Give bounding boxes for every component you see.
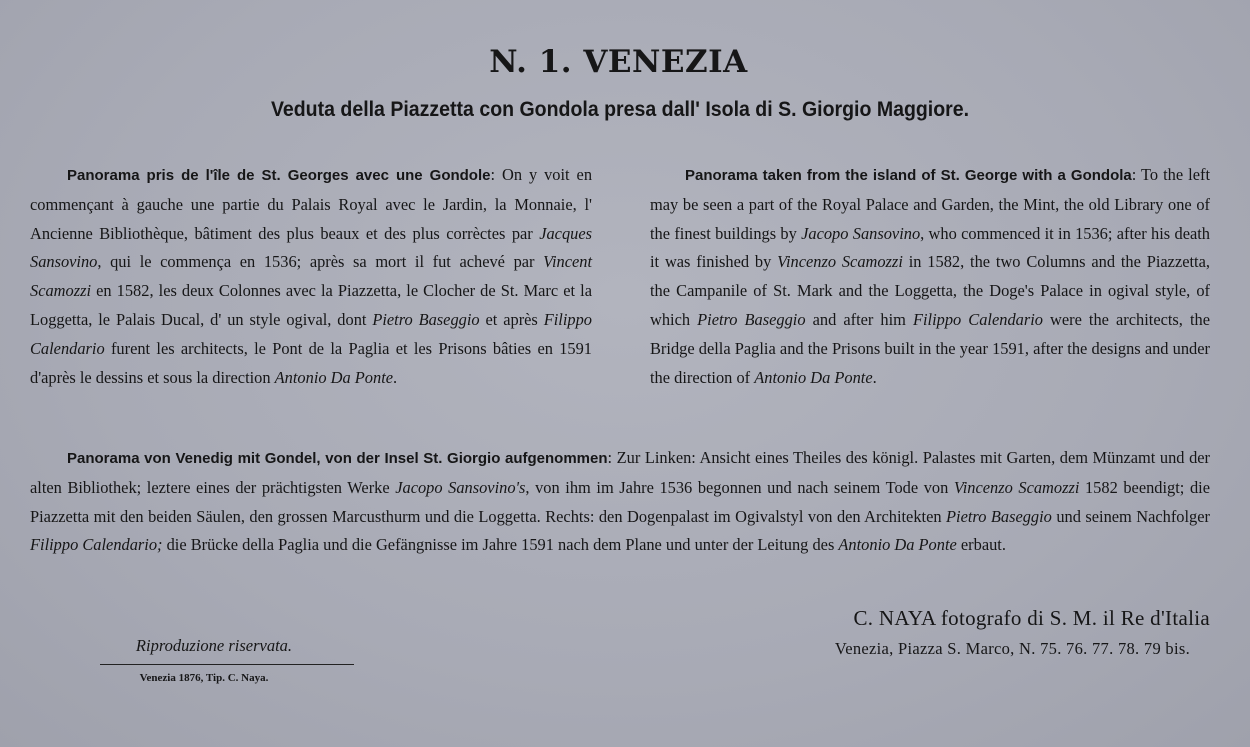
french-lead: Panorama pris de l'île de St. Georges avec une Gondole [67,167,491,184]
english-name: Pietro Baseggio [697,309,806,329]
english-text: , who commenced it in 1536; after his death it was finished by [650,223,1210,272]
english-name: Jacopo Sansovino [801,223,921,243]
french-text: : On y voit en commençant à gauche une partie du Palais Royal avec le Jardin, la Monnaie, l' Ancienne Bibliothèque, bâtiment des plus beaux et des plus corrèctes par [30,165,593,243]
german-text: erbaut. [956,535,1006,555]
french-text: en 1582, les deux Colonnes avec la Piazzetta, le Clocher de St. Marc et la Loggetta, le Palais Ducal, d' un style ogival, dont [30,281,592,329]
french-name: Vincent Scamozzi [30,252,592,301]
english-lead: Panorama taken from the island of St. George with a Gondola [685,167,1132,184]
document-title: N. 1. VENEZIA [489,44,748,80]
german-text: , von ihm im Jahre 1536 begonnen und nach seinem Tode von [525,477,954,497]
german-name: Vincenzo Scamozzi [953,477,1080,497]
french-name: Jacques Sansovino [30,223,592,272]
german-name: Jacopo Sansovino's [395,477,526,497]
french-text: , qui le commença en 1536; après sa mort il fut achevé par [97,252,544,272]
french-name: Pietro Baseggio [372,309,480,329]
english-name: Vincenzo Scamozzi [777,252,903,272]
german-text: 1582 beendigt; die Piazzetta mit den beiden Säulen, den grossen Marcusthurm und die Loggetta. Rechts: den Dogenpalast im Ogivalstyl von den Architekten [30,477,1210,526]
german-name: Antonio Da Ponte [838,535,957,555]
studio-address: Venezia, Piazza S. Marco, N. 75. 76. 77. 78. 79 bis. [834,639,1190,658]
german-text: : Zur Linken: Ansicht eines Theiles des königl. Palastes mit Garten, dem Münzamt und der alten Bibliothek; leztere eines der prächtigsten Werke [30,448,1210,497]
german-name: Filippo Calendario; [30,535,163,555]
divider-rule [100,664,354,665]
reproduction-notice: Riproduzione riservata. [135,636,293,655]
document-subtitle: Veduta della Piazzetta con Gondola presa dall' Isola di S. Giorgio Maggiore. [270,98,970,121]
german-text: die Brücke della Paglia und die Gefängnisse im Jahre 1591 nach dem Plane und unter der Leitung des [162,535,839,555]
english-name: Antonio Da Ponte [754,367,873,387]
french-text: . [393,367,398,387]
english-text: were the architects, the Bridge della Paglia and the Prisons built in the year 1591, after the designs and under the direction of [650,309,1210,387]
english-text: and after him [805,309,913,329]
printer-credit: Venezia 1876, Tip. C. Naya. [139,672,269,684]
german-description [30,444,1210,560]
german-name: Pietro Baseggio [946,506,1052,526]
english-text: . [872,367,877,387]
french-name: Filippo Calendario [30,309,592,358]
german-lead: Panorama von Venedig mit Gondel, von der Insel St. Giorgio aufgenommen [67,450,608,467]
english-text: : To the left may be seen a part of the Royal Palace and Garden, the Mint, the old Library one of the finest buildings by [650,165,1210,243]
english-text: in 1582, the two Columns and the Piazzetta, the Campanile of St. Mark and the Loggetta, the Doge's Palace in ogival style, of which [650,252,1210,329]
french-name: Antonio Da Ponte [274,367,394,387]
french-text: furent les architects, le Pont de la Paglia et les Prisons bâties en 1591 d'après le dessins et sous la direction [30,338,592,387]
photographer-credit: C. NAYA fotografo di S. M. il Re d'Italia [853,606,1210,630]
english-description [650,161,1210,392]
french-text: et après [479,309,544,329]
english-name: Filippo Calendario [912,309,1043,329]
french-description [30,161,592,392]
german-text: und seinem Nachfolger [1051,506,1210,526]
